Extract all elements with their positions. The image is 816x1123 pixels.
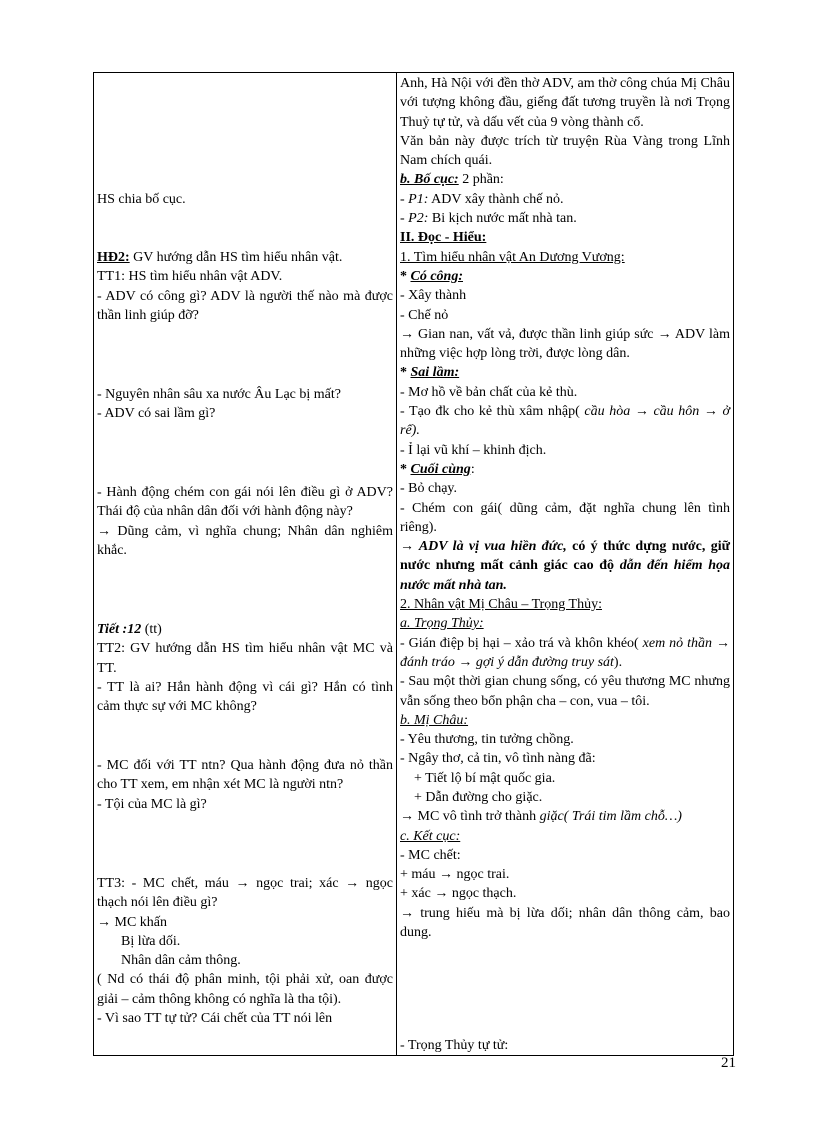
left-block-questions: - Nguyên nhân sâu xa nước Âu Lạc bị mất? - ADV có sai lầm gì? xyxy=(97,387,341,422)
left-block-execution: - Hành động chém con gái nói lên điều gì ở ADV? Thái độ của nhân dân đối với hành động này? → Dũng cảm, vì nghĩa chung; Nhân dân nghiêm khắc. xyxy=(97,485,393,558)
page-number: 21 xyxy=(721,1055,736,1071)
left-block-tiet12: Tiết :12 (tt) TT2: GV hướng dẫn HS tìm hiểu nhân vật MC và TT. - TT là ai? Hắn hành động vì cái gì? Hắn có tình cảm thực sự với MC không? xyxy=(97,622,393,715)
left-block-mc: - MC đối với TT ntn? Qua hành động đưa nỏ thần cho TT xem, em nhận xét MC là người ntn? - Tội của MC là gì? xyxy=(97,758,393,812)
right-block-tt-suicide: - Trọng Thủy tự tử: xyxy=(400,1038,509,1053)
left-block-structure: HS chia bố cục. xyxy=(97,192,186,207)
right-block-content: Anh, Hà Nội với đền thờ ADV, am thờ công chúa Mị Châu với tượng không đầu, giếng đất tương truyền là nơi Trọng Thuỷ tự tử, và dấu vết của 9 vòng thành cổ. Văn bản này được trích từ truyện Rùa Vàng trong Lĩnh Nam chích quái. b. Bố cục: 2 phần: - P1: ADV xây thành chế nỏ. - P2: Bi kịch nước mất nhà tan. II. Đọc - Hiểu: 1. Tìm hiểu nhân vật An Dương Vương: * Có công: - Xây thành - Chế nỏ → Gian nan, vất vả, được thần linh giúp sức → ADV làm những việc hợp lòng trời, được lòng dân. * Sai lầm: - Mơ hồ về bản chất của kẻ thù. - Tạo đk cho kẻ thù xâm nhập( cầu hòa → cầu hôn → ở rể). - Ỉ lại vũ khí – khinh địch. * Cuối cùng: - Bỏ chạy. - Chém con gái( dũng cảm, đặt nghĩa chung lên tình riêng). → ADV là vị vua hiền đức, có ý thức dựng nước, giữ nước nhưng mất cảnh giác cao độ dẫn đến hiểm họa nước mất nhà tan. 2. Nhân vật Mị Châu – Trọng Thủy: a. Trọng Thủy: - Gián điệp bị hại – xảo trá và khôn khéo( xem nỏ thần → đánh tráo → gợi ý dẫn đường truy sát). - Sau một thời gian chung sống, có yêu thương MC nhưng vẫn sống theo bổn phận cha – con, vua – tôi. b. Mị Châu: - Yêu thương, tin tưởng chồng. - Ngây thơ, cả tin, vô tình nàng đã: + Tiết lộ bí mật quốc gia. + Dẫn đường cho giặc. → MC vô tình trở thành giặc( Trái tim lầm chỗ…) c. Kết cục: - MC chết: + máu → ngọc trai. + xác → ngọc thạch. → trung hiếu mà bị lừa dối; nhân dân thông cảm, bao dung. xyxy=(400,76,730,941)
left-block-hd2: HĐ2: GV hướng dẫn HS tìm hiểu nhân vật. TT1: HS tìm hiểu nhân vật ADV. - ADV có công gì? ADV là người thế nào mà được thần linh giúp đỡ? xyxy=(97,250,393,323)
teacher-activity-column xyxy=(94,73,397,1055)
content-column xyxy=(397,73,733,1055)
lesson-table xyxy=(93,72,734,1056)
left-block-tt3: TT3: - MC chết, máu → ngọc trai; xác → ngọc thạch nói lên điều gì? → MC khấn Bị lừa dối. Nhân dân cảm thông. ( Nd có thái độ phân minh, tội phải xử, oan được giải – cảm thông không có nghĩa là tha tội). - Vì sao TT tự tử? Cái chết của TT nói lên xyxy=(97,876,393,1027)
